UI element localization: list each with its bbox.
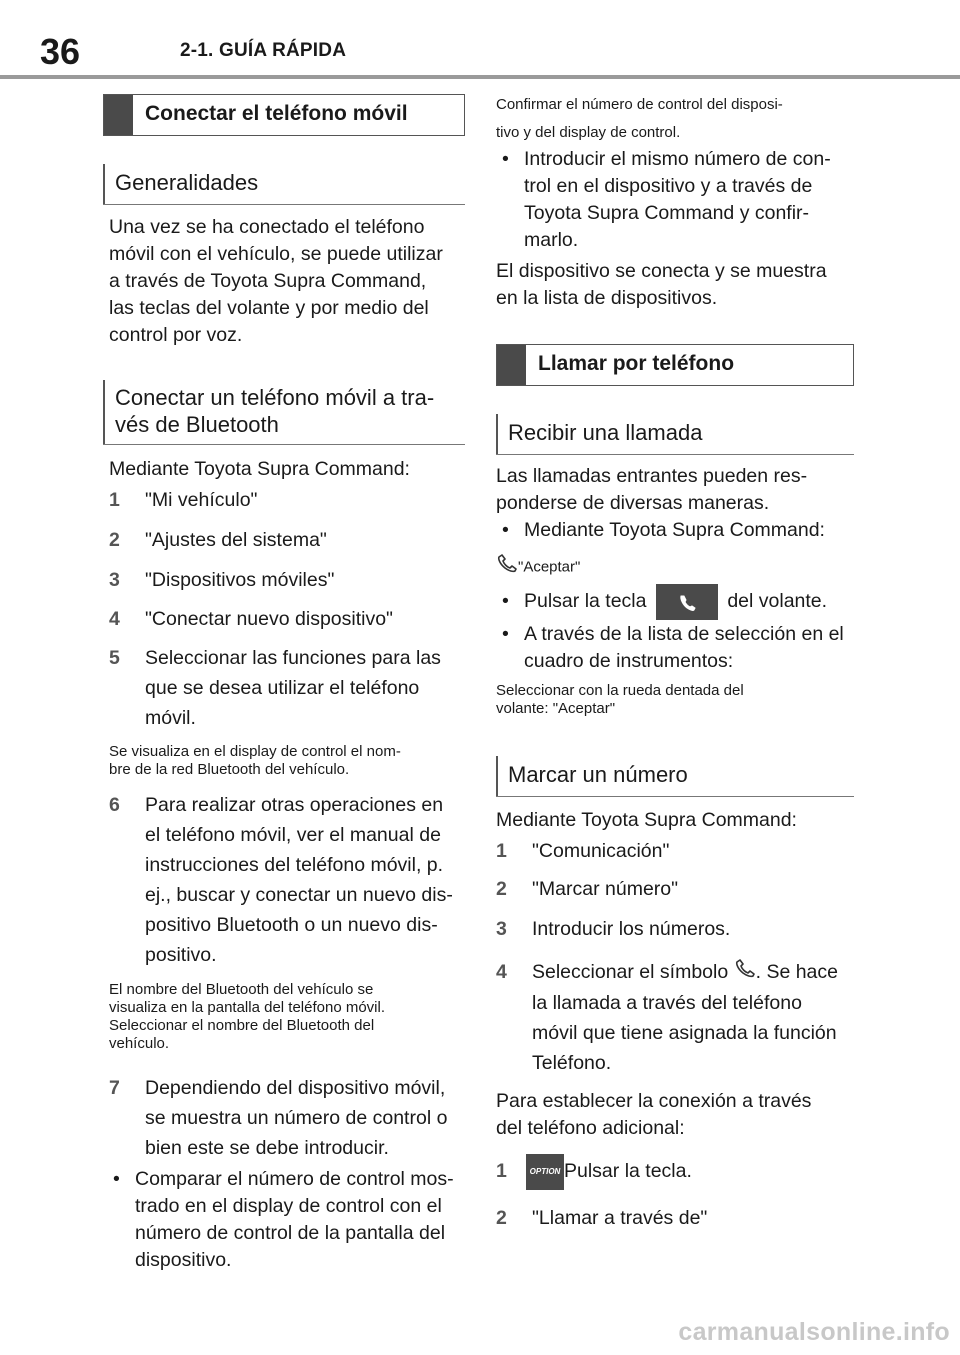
step-text: instrucciones del teléfono móvil, p. [145, 854, 444, 876]
section-heading-text: Conectar el teléfono móvil [145, 102, 408, 125]
bullet-compare-number [107, 1166, 465, 1274]
step-text: ej., buscar y conectar un nuevo dis- [145, 884, 453, 906]
step-text: móvil que tiene asignada la función [532, 1021, 837, 1044]
phone-handset-icon [734, 958, 756, 988]
bullet-text: cuadro de instrumentos: [524, 650, 734, 672]
subheading-text-line: Conectar un teléfono móvil a tra- [115, 385, 435, 410]
procedure-intro: Mediante Toyota Supra Command: [109, 458, 410, 480]
step-1 [109, 485, 465, 515]
step-number: 3 [109, 569, 120, 591]
step-text: que se desea utilizar el teléfono [145, 677, 420, 699]
step-text: positivo. [145, 944, 217, 966]
bullet-text: marlo. [524, 229, 579, 251]
section-heading-bar [497, 345, 526, 385]
text-line: del teléfono adicional: [496, 1117, 685, 1139]
text-line: a través de Toyota Supra Command, [109, 270, 427, 292]
bullet-text: Comparar el número de control mos- [135, 1168, 454, 1190]
dial-intro: Mediante Toyota Supra Command: [496, 809, 797, 831]
bullet-text: Pulsar la tecla [524, 590, 647, 612]
bullet-dot: • [502, 148, 509, 170]
phone-handset-icon [656, 584, 718, 620]
bullet-text: número de control de la pantalla del [135, 1222, 446, 1244]
bullet-text: trol en el dispositivo y a través de [524, 175, 813, 197]
option-step-1 [496, 1152, 854, 1190]
step-number: 1 [496, 1160, 507, 1182]
bullet-text: A través de la lista de selección en el [524, 623, 844, 645]
bullet-text: del volante. [727, 590, 828, 612]
note-line: Seleccionar con la rueda dentada del [496, 682, 744, 699]
note-line: vehículo. [109, 1035, 170, 1052]
step-4 [109, 604, 465, 634]
step-text-with-icon [532, 957, 854, 988]
note-line: Confirmar el número de control del disposi- [496, 96, 783, 113]
subheading-bar [496, 414, 498, 454]
section-heading-bar [104, 95, 133, 135]
note-line: volante: "Aceptar" [496, 700, 616, 717]
step-text: Seleccionar las funciones para las [145, 647, 441, 669]
text-line: Las llamadas entrantes pueden res- [496, 465, 808, 487]
note-thumbwheel [496, 682, 854, 718]
subheading-bluetooth [103, 380, 465, 445]
step-text: Introducir los números. [532, 918, 731, 940]
step-text: Seleccionar el símbolo [532, 961, 729, 983]
text-line: Una vez se ha conectado el teléfono [109, 216, 425, 238]
step-text: la llamada a través del teléfono [532, 991, 802, 1014]
bullet-dot: • [113, 1168, 120, 1190]
step-text: . Se hace [755, 961, 838, 983]
subheading-text: Generalidades [115, 170, 259, 195]
dial-step-1 [496, 836, 854, 866]
step-number: 4 [109, 608, 120, 630]
step-3 [109, 565, 465, 595]
step-text: "Marcar número" [532, 878, 679, 900]
step-number: 6 [109, 794, 120, 816]
subheading-bar [103, 164, 105, 204]
note-line: El nombre del Bluetooth del vehículo se [109, 981, 374, 998]
note-bluetooth-display [109, 981, 465, 1053]
subheading-receive-call [496, 414, 854, 455]
option-key: OPTION [526, 1154, 564, 1190]
step-text: Dependiendo del dispositivo móvil, [145, 1077, 446, 1099]
text-line: control por voz. [109, 324, 243, 346]
bullet-text: dispositivo. [135, 1249, 232, 1271]
text-line: ponderse de diversas maneras. [496, 492, 770, 514]
step-text: el teléfono móvil, ver el manual de [145, 824, 441, 846]
text-line: Para establecer la conexión a través [496, 1090, 812, 1112]
option-step-2 [496, 1203, 854, 1233]
bullet-supra-command [496, 517, 854, 544]
bullet-text: Introducir el mismo número de con- [524, 148, 831, 170]
note-line: Se visualiza en el display de control el nom- [109, 743, 401, 760]
step-number: 2 [109, 529, 120, 551]
step-2 [109, 525, 465, 555]
step-text: positivo Bluetooth o un nuevo dis- [145, 914, 438, 936]
step-text: Pulsar la tecla. [564, 1160, 692, 1182]
receive-paragraph [496, 463, 854, 517]
subheading-dial-number [496, 756, 854, 797]
watermark: carmanualsonline.info [678, 1318, 950, 1346]
step-text: "Mi vehículo" [145, 489, 258, 511]
step-number: 1 [109, 489, 120, 511]
step-text: móvil. [145, 707, 196, 729]
subheading-bar [496, 756, 498, 796]
page-number: 36 [40, 31, 81, 72]
accept-label: "Aceptar" [518, 558, 581, 576]
bullet-dot: • [502, 623, 509, 645]
step-text: "Conectar nuevo dispositivo" [145, 608, 393, 630]
step-text-with-key [526, 1152, 854, 1190]
additional-phone-paragraph [496, 1088, 854, 1142]
note-bluetooth-name [109, 743, 465, 779]
step-text: "Comunicación" [532, 840, 670, 862]
steering-wheel-phone-key [656, 584, 718, 620]
step-7 [109, 1073, 465, 1163]
step-number: 7 [109, 1077, 120, 1099]
step-text: "Llamar a través de" [532, 1207, 708, 1229]
bullet-text-with-key [524, 581, 854, 621]
section-heading-call [496, 344, 854, 386]
bullet-press-key [496, 581, 854, 621]
step-number: 2 [496, 1207, 507, 1229]
text-line: las teclas del volante y por medio del [109, 297, 429, 319]
text-line: El dispositivo se conecta y se muestra [496, 260, 827, 282]
subheading-text-line: vés de Bluetooth [115, 412, 279, 437]
section-heading-text: Llamar por teléfono [538, 352, 735, 375]
connected-paragraph [496, 258, 854, 312]
step-text: Teléfono. [532, 1051, 612, 1074]
step-text: "Ajustes del sistema" [145, 529, 327, 551]
step-6 [109, 790, 465, 970]
step-number: 3 [496, 918, 507, 940]
subheading-text: Recibir una llamada [508, 420, 703, 445]
bullet-text: Toyota Supra Command y confir- [524, 202, 810, 224]
note-line: Seleccionar el nombre del Bluetooth del [109, 1017, 375, 1034]
step-text: bien este se debe introducir. [145, 1137, 389, 1159]
note-confirm-number [496, 91, 854, 147]
bullet-instrument-list [496, 621, 854, 675]
dial-step-3 [496, 914, 854, 944]
subheading-generalidades [103, 164, 465, 205]
bullet-enter-number [496, 146, 854, 254]
note-line: tivo y del display de control. [496, 124, 681, 141]
step-number: 5 [109, 647, 120, 669]
page-header [0, 0, 960, 80]
text-line: en la lista de dispositivos. [496, 287, 718, 309]
accept-option [496, 554, 854, 581]
bullet-text: trado en el display de control con el [135, 1195, 442, 1217]
bullet-dot: • [502, 519, 509, 541]
note-line: visualiza en la pantalla del teléfono móvil. [109, 999, 385, 1016]
note-line: bre de la red Bluetooth del vehículo. [109, 761, 350, 778]
step-text: Para realizar otras operaciones en [145, 794, 444, 816]
step-number: 4 [496, 961, 507, 983]
text-line: móvil con el vehículo, se puede utilizar [109, 243, 443, 265]
step-text: "Dispositivos móviles" [145, 569, 335, 591]
step-number: 1 [496, 840, 507, 862]
intro-paragraph [109, 214, 465, 349]
dial-step-2 [496, 874, 854, 904]
section-heading-connect-phone [103, 94, 465, 136]
step-5 [109, 643, 465, 733]
bullet-dot: • [502, 590, 509, 612]
step-number: 2 [496, 878, 507, 900]
chapter-title: 2-1. GUÍA RÁPIDA [180, 40, 347, 61]
header-divider [0, 75, 960, 79]
subheading-bar [103, 380, 105, 444]
subheading-text: Marcar un número [508, 762, 688, 787]
bullet-text: Mediante Toyota Supra Command: [524, 519, 825, 541]
step-text: se muestra un número de control o [145, 1107, 448, 1129]
dial-step-4 [496, 957, 854, 1078]
phone-handset-icon [496, 554, 518, 581]
